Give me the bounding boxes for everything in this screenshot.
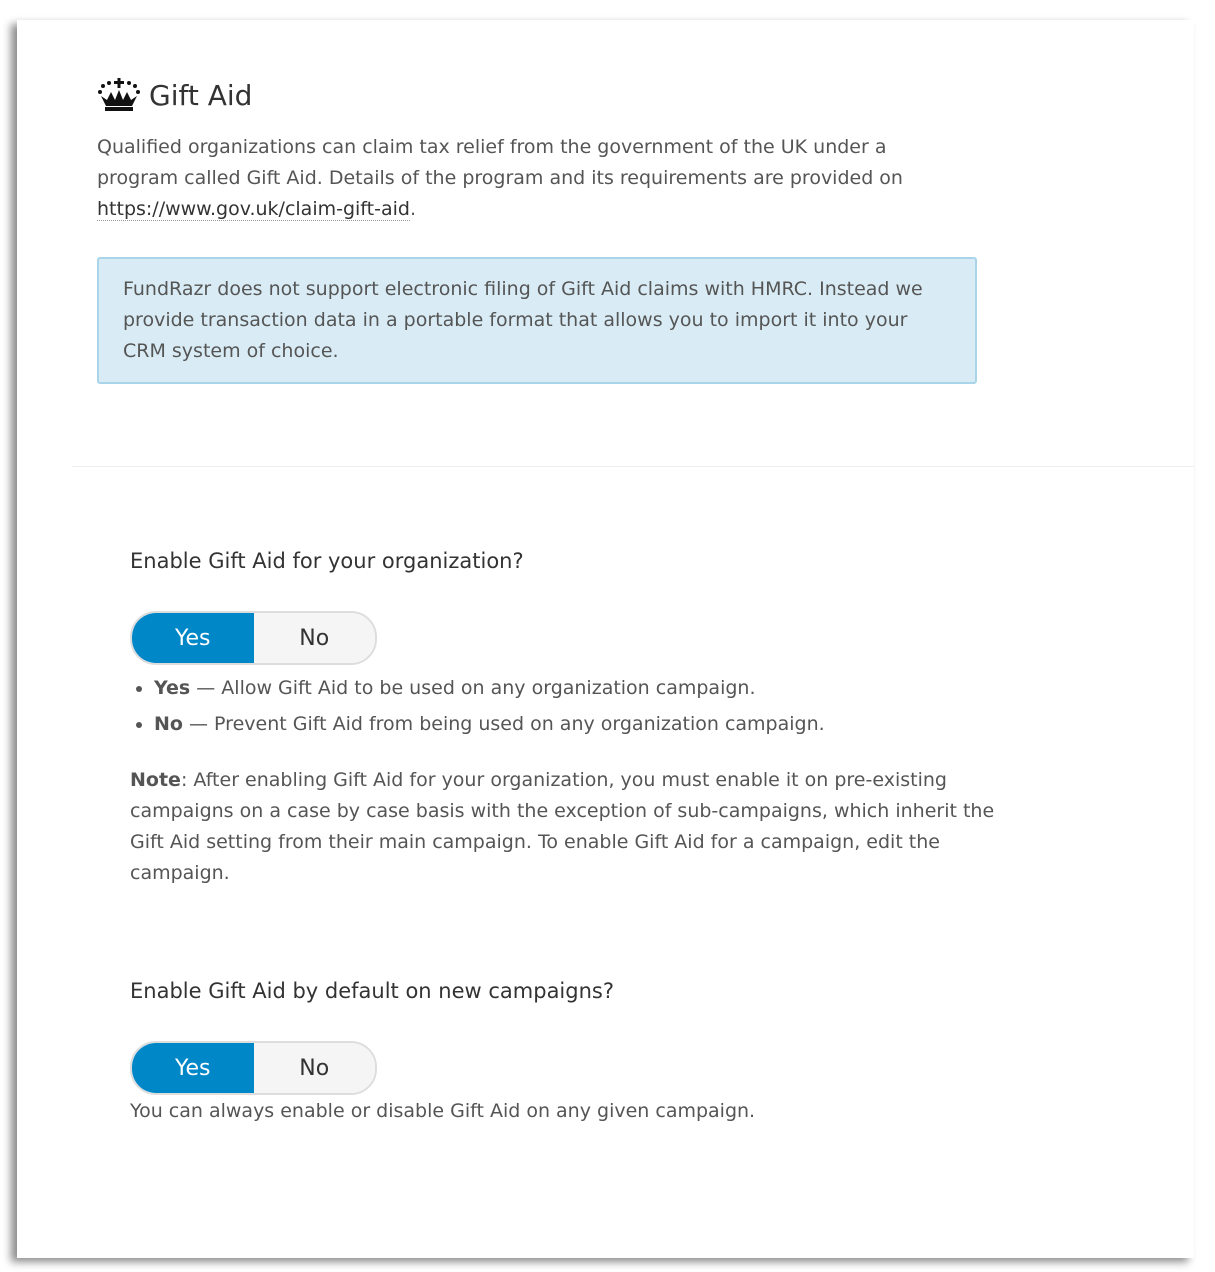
default-gift-aid-question: Enable Gift Aid by default on new campaigns? (130, 979, 614, 1003)
option-list (130, 670, 825, 742)
list-item: • Yes — Allow Gift Aid to be used on any organization campaign. (154, 670, 825, 706)
org-gift-aid-toggle[interactable] (130, 611, 377, 665)
default-yes-button[interactable]: Yes (132, 1043, 254, 1093)
page-title (97, 78, 252, 112)
gift-aid-card (17, 20, 1194, 1258)
info-alert: FundRazr does not support electronic filing of Gift Aid claims with HMRC. Instead we provide transaction data in a portable format that allows you to import it into your CRM system of choice. (97, 257, 977, 384)
divider (72, 466, 1194, 467)
intro-text: Qualified organizations can claim tax relief from the government of the UK under a program called Gift Aid. Details of the program and its requirements are provided on https://www.gov.uk/claim-gift-aid. (97, 136, 903, 220)
crown-icon (97, 78, 141, 112)
org-yes-button[interactable]: Yes (132, 613, 254, 663)
gov-link[interactable]: https://www.gov.uk/claim-gift-aid (97, 198, 410, 220)
note-text: Note: After enabling Gift Aid for your organization, you must enable it on pre-existing campaigns on a case by case basis with the exception of sub-campaigns, which inherit the Gift Aid setting from their main campaign. To enable Gift Aid for a campaign, edit the campaign. (130, 769, 995, 884)
list-item: • No — Prevent Gift Aid from being used on any organization campaign. (154, 706, 825, 742)
org-gift-aid-question: Enable Gift Aid for your organization? (130, 549, 524, 573)
title-text: Gift Aid (149, 78, 253, 112)
default-no-button[interactable]: No (254, 1043, 376, 1093)
default-gift-aid-toggle[interactable] (130, 1041, 377, 1095)
help-text: You can always enable or disable Gift Aid on any given campaign. (130, 1100, 756, 1122)
org-no-button[interactable]: No (254, 613, 376, 663)
